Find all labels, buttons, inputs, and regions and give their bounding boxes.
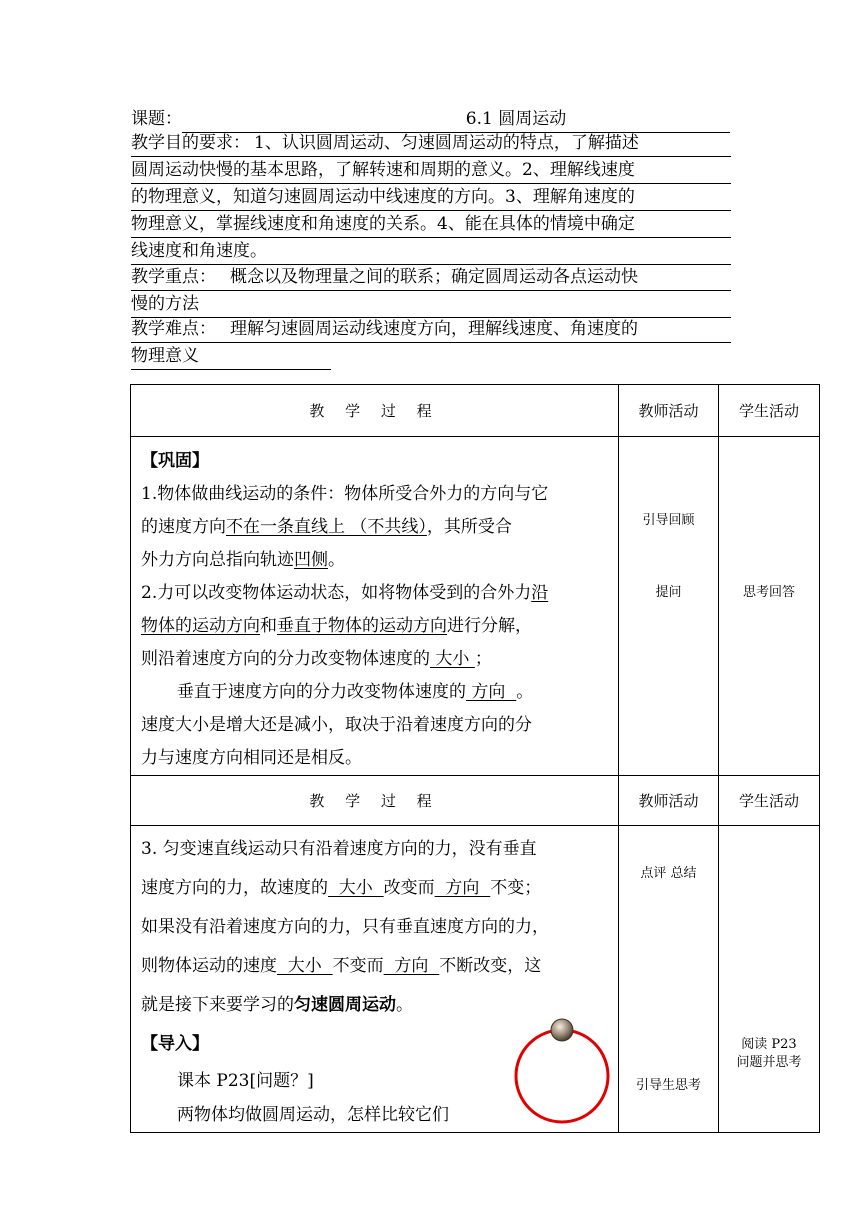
review-title: 【巩固】 [141,451,209,471]
header-teacher: 教师活动 [619,385,719,437]
teaching-goals [131,130,731,265]
teacher-guide-review: 引导回顾 [642,513,695,528]
circular-motion-illustration [507,1014,617,1124]
goal-label: 教学目的要求： [131,133,250,153]
review-p2-b: 物体的运动方向和垂直于物体的运动方向进行分解， [141,616,532,636]
review-p2-d: 垂直于速度方向的分力改变物体速度的 方向 。 [177,682,534,702]
review-p1-c: 外力方向总指向轨迹凹侧。 [141,550,345,570]
review-p2-a: 2.力可以改变物体运动状态，如将物体受到的合外力沿 [141,583,549,603]
moving-ball [551,1019,573,1041]
header-process: 教 学 过 程 [131,385,619,437]
student-think-answer: 思考回答 [742,585,795,600]
intro-student-cell [719,826,820,1133]
diff-line-2: 物理意义 [131,343,331,370]
header-student-2: 学生活动 [719,776,820,826]
goal-line-1: 1、认识圆周运动、匀速圆周运动的特点，了解描述 [254,133,639,153]
key-line-2: 慢的方法 [131,291,731,318]
table-header-row [131,385,820,437]
header-student: 学生活动 [719,385,820,437]
topic-value: 6.1 圆周运动 [182,106,730,133]
review-p2-e: 速度大小是增大还是减小，取决于沿着速度方向的分 [141,715,532,735]
goal-line-4: 物理意义，掌握线速度和角速度的关系。4、能在具体的情境中确定 [131,211,731,238]
diff-label: 教学难点： [131,319,216,339]
topic-label: 课题： [131,109,182,129]
review-p2-f: 力与速度方向相同还是相反。 [141,748,362,768]
key-label: 教学重点： [131,267,216,287]
intro-p3-a: 3. 匀变速直线运动只有沿着速度方向的力，没有垂直 [141,839,537,859]
diff-line-1: 理解匀速圆周运动线速度方向，理解线速度、角速度的 [230,319,638,339]
review-content [131,437,619,776]
intro-content [131,826,619,1133]
circular-path [516,1030,608,1122]
teaching-difficulties [131,316,731,370]
review-student-cell [719,437,820,776]
teacher-comment-summary: 点评 总结 [640,866,697,881]
intro-p3-e: 就是接下来要学习的匀速圆周运动。 [141,995,413,1015]
key-line-1: 概念以及物理量之间的联系；确定圆周运动各点运动快 [230,267,638,287]
table-header-row-2 [131,776,820,826]
table-row-review [131,437,820,776]
goal-line-2: 圆周运动快慢的基本思路，了解转速和周期的意义。2、理解线速度 [131,157,731,184]
review-p1-a: 1.物体做曲线运动的条件：物体所受合外力的方向与它 [141,484,549,504]
lesson-table [130,384,820,1133]
teacher-ask: 提问 [655,585,682,600]
intro-teacher-cell [619,826,719,1133]
teacher-guide-think: 引导生思考 [635,1078,701,1093]
header-teacher-2: 教师活动 [619,776,719,826]
teaching-key-points [131,264,731,318]
goal-line-5: 线速度和角速度。 [131,238,731,265]
topic-line [131,106,731,133]
header-process-2: 教 学 过 程 [131,776,619,826]
table-row-intro [131,826,820,1133]
review-p1-b: 的速度方向不在一条直线上 （不共线），其所受合 [141,517,512,537]
intro-line-2: 两物体均做圆周运动，怎样比较它们 [177,1105,449,1125]
intro-title: 【导入】 [141,1034,209,1054]
review-teacher-cell [619,437,719,776]
intro-p3-c: 如果没有沿着速度方向的力，只有垂直速度方向的力， [141,917,549,937]
intro-p3-b: 速度方向的力，故速度的 大小 改变而 方向 不变； [141,878,542,898]
review-p2-c: 则沿着速度方向的分力改变物体速度的 大小 ； [141,649,492,669]
intro-p3-d: 则物体运动的速度 大小 不变而 方向 不断改变，这 [141,956,542,976]
intro-line-1: 课本 P23[问题？] [177,1071,314,1091]
goal-line-3: 的物理意义，知道匀速圆周运动中线速度的方向。3、理解角速度的 [131,184,731,211]
student-read: 阅读 P23 问题并思考 [736,1037,802,1070]
